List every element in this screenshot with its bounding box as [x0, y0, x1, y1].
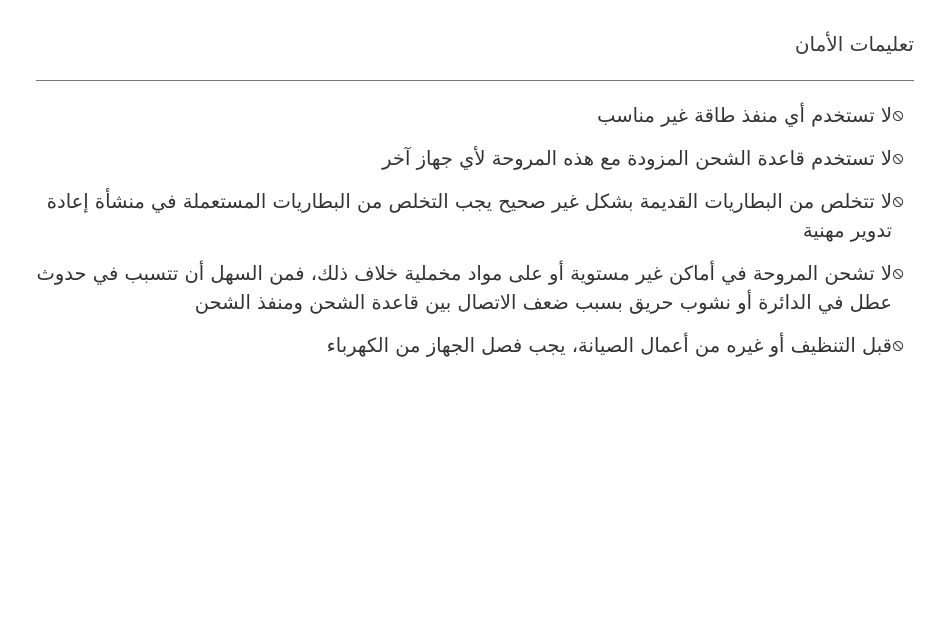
prohibited-icon: [892, 187, 914, 216]
list-item-text: لا تشحن المروحة في أماكن غير مستوية أو على مواد مخملية خلاف ذلك، فمن السهل أن تتسبب في حدوث عطل في الدائرة أو نشوب حريق بسبب ضعف الاتصال بين قاعدة الشحن ومنفذ الشحن: [36, 262, 892, 314]
title-divider: [36, 80, 914, 81]
list-item-text: لا تستخدم أي منفذ طاقة غير مناسب: [597, 104, 892, 127]
prohibited-icon: [892, 101, 914, 130]
list-item-text: لا تستخدم قاعدة الشحن المزودة مع هذه المروحة لأي جهاز آخر: [382, 147, 892, 170]
prohibited-icon: [892, 331, 914, 360]
list-item: [36, 187, 914, 245]
prohibited-icon: [892, 144, 914, 173]
prohibited-icon: [892, 259, 914, 288]
list-item: [36, 331, 914, 360]
page-title: تعليمات الأمان: [794, 32, 914, 56]
list-item-text: قبل التنظيف أو غيره من أعمال الصيانة، يجب فصل الجهاز من الكهرباء: [326, 334, 892, 357]
list-item: [36, 144, 914, 173]
list-item: [36, 259, 914, 317]
list-item: [36, 101, 914, 130]
list-item-text: لا تتخلص من البطاريات القديمة بشكل غير صحيح يجب التخلص من البطاريات المستعملة في منشأة إعادة تدوير مهنية: [46, 190, 892, 242]
safety-list: [36, 101, 914, 360]
